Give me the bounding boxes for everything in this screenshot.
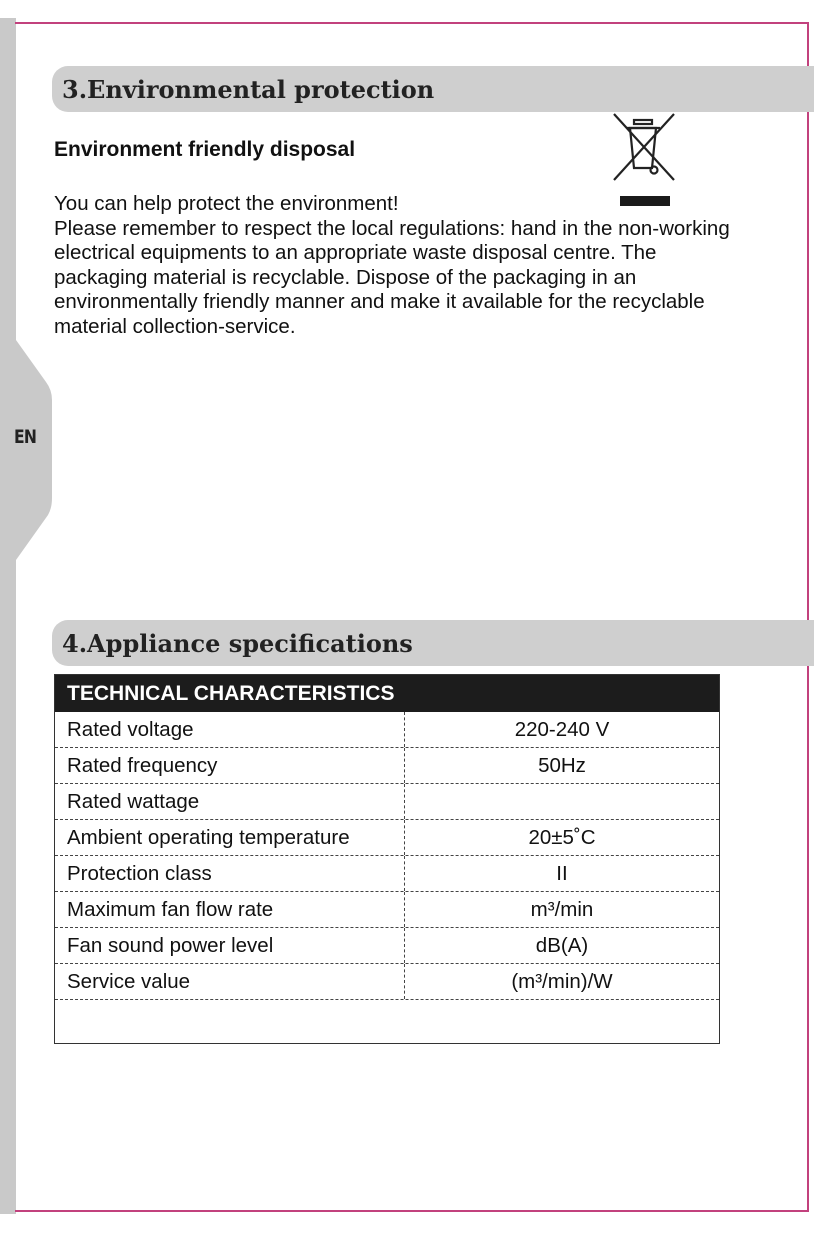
crossed-out-wheelie-bin-icon <box>610 110 678 210</box>
row-value: m³/min <box>530 897 594 921</box>
row-value: (m³/min)/W <box>511 969 613 993</box>
table-row <box>55 820 719 856</box>
row-label: Maximum fan flow rate <box>55 892 405 927</box>
table-empty-row <box>55 1000 719 1043</box>
row-label: Rated wattage <box>55 784 405 819</box>
row-label: Service value <box>55 964 405 999</box>
disposal-paragraph-2: Please remember to respect the local regulations: hand in the non-working electrical equipments to an appropriate waste disposal centre. The packaging material is recyclable. Dispose of the packaging in an environmentally friendly manner and make it available for the recyclable material collection-service. <box>54 216 730 338</box>
technical-characteristics-table <box>54 674 720 1044</box>
row-label: Protection class <box>55 856 405 891</box>
section-title-environmental: 3.Environmental protection <box>52 66 814 112</box>
row-value: dB(A) <box>535 933 589 957</box>
table-row <box>55 964 719 1000</box>
row-label: Rated frequency <box>55 748 405 783</box>
table-row <box>55 784 719 820</box>
table-header: TECHNICAL CHARACTERISTICS <box>55 675 719 712</box>
table-row <box>55 712 719 748</box>
row-label: Ambient operating temperature <box>55 820 405 855</box>
row-value: 220-240 V <box>514 717 610 741</box>
row-label: Rated voltage <box>55 712 405 747</box>
table-row <box>55 856 719 892</box>
table-row <box>55 748 719 784</box>
table-row <box>55 892 719 928</box>
disposal-text <box>54 192 754 340</box>
table-row <box>55 928 719 964</box>
section-title-specifications: 4.Appliance specifications <box>52 620 814 666</box>
row-value: II <box>556 861 568 885</box>
disposal-paragraph-1: You can help protect the environment! <box>54 192 399 215</box>
language-label: EN <box>14 426 37 448</box>
row-value: 20±5˚C <box>528 825 596 849</box>
row-label: Fan sound power level <box>55 928 405 963</box>
row-value <box>405 784 719 819</box>
disposal-subheading: Environment friendly disposal <box>54 138 356 161</box>
row-value: 50Hz <box>538 753 586 777</box>
